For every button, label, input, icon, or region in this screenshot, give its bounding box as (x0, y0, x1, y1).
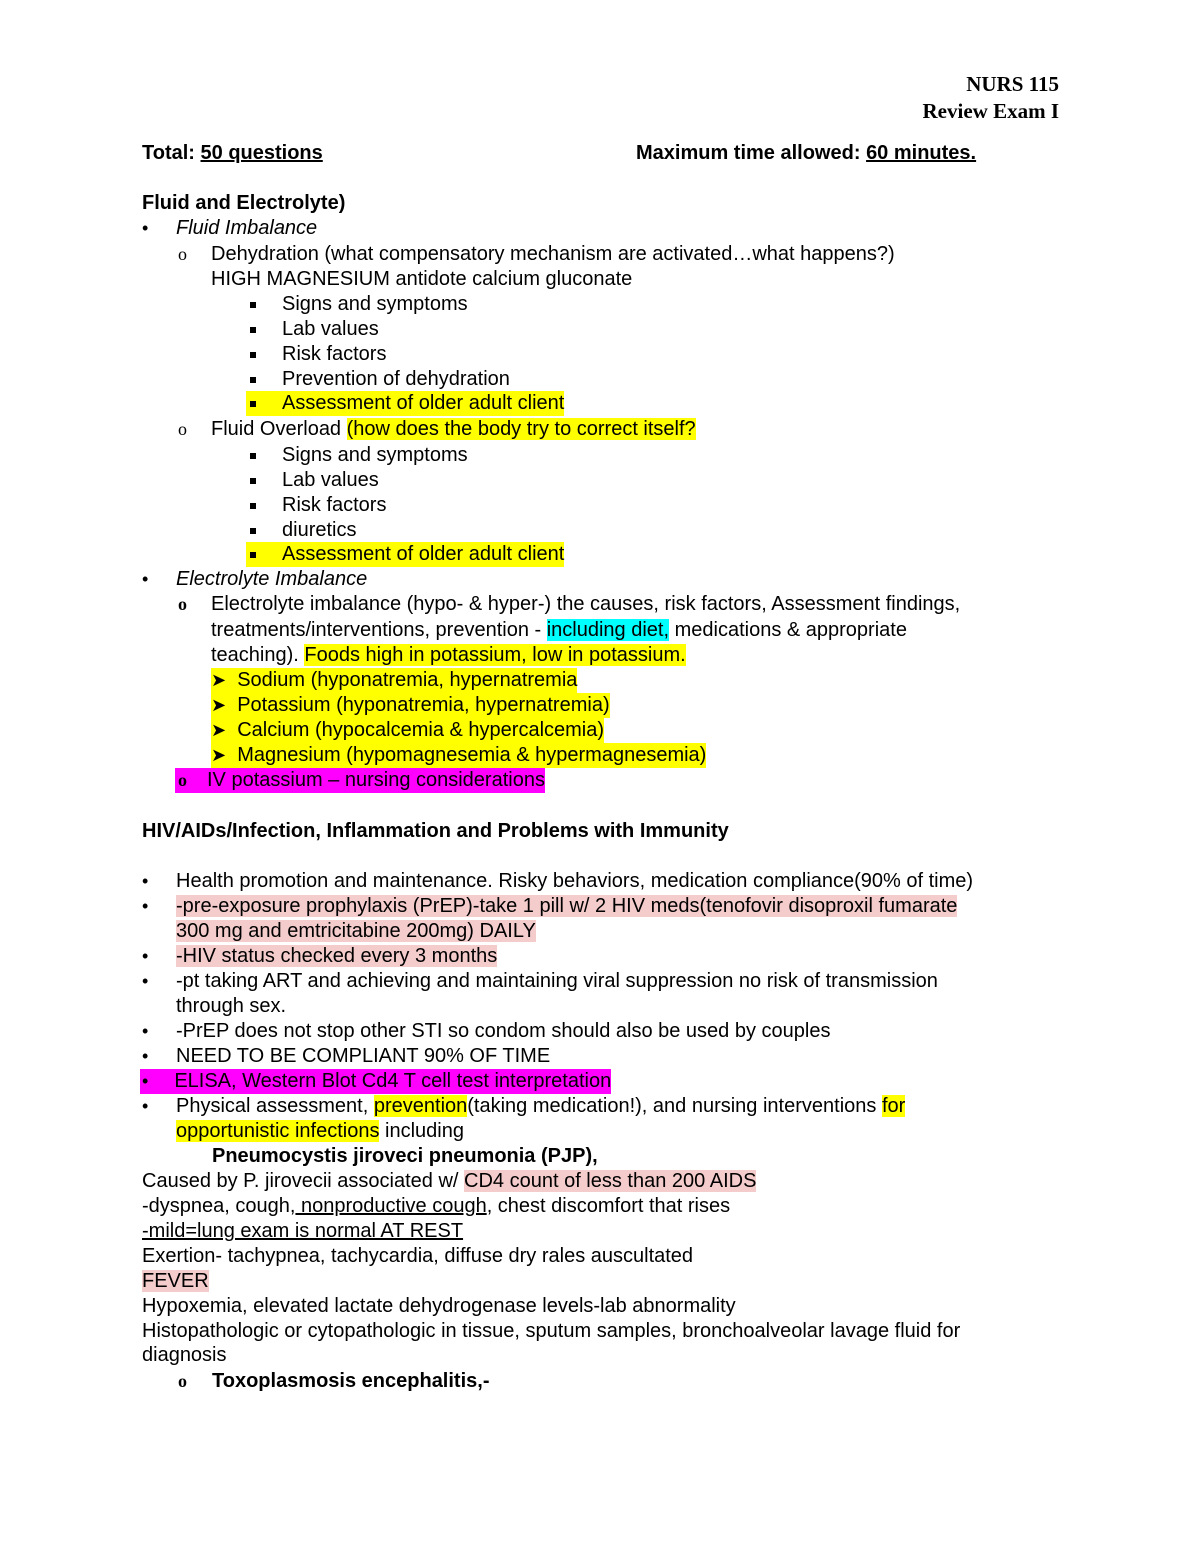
sodium-item (211, 668, 577, 693)
elisa-text: ELISA, Western Blot Cd4 T cell test interpretation (174, 1070, 612, 1092)
square-marker (250, 292, 256, 317)
electrolyte-imbalance-heading: Electrolyte Imbalance (176, 568, 368, 590)
total-value: 50 questions (200, 142, 323, 164)
art-line-1: -pt taking ART and achieving and maintaining viral suppression no risk of transmission (176, 970, 938, 992)
high-magnesium-note: HIGH MAGNESIUM antidote calcium gluconate (211, 268, 633, 290)
square-marker (250, 493, 256, 518)
dehyd-item-5-highlight (246, 391, 564, 416)
bullet-marker: • (142, 569, 149, 589)
prevention-highlight: prevention (373, 1095, 468, 1117)
circle-marker: o (178, 770, 187, 790)
hiv-section-title: HIV/AIDs/Infection, Inflammation and Problems with Immunity (142, 820, 729, 842)
bullet-marker: • (142, 971, 149, 991)
bullet-marker: • (142, 946, 149, 966)
bullet-marker: • (142, 1021, 149, 1041)
physical-assessment-line (176, 1094, 905, 1119)
electrolyte-line-3 (211, 643, 686, 668)
electrolyte-line-3-a: teaching). (211, 644, 305, 666)
hiv-bullet-1: Health promotion and maintenance. Risky behaviors, medication compliance(90% of time) (176, 870, 974, 892)
overload-item-2: Lab values (282, 469, 379, 491)
art-line-2: through sex. (176, 995, 287, 1017)
hypoxemia-line: Hypoxemia, elevated lactate dehydrogenase levels-lab abnormality (142, 1295, 736, 1317)
electrolyte-line-2-a: treatments/interventions, prevention - (211, 619, 547, 641)
bullet-marker: • (142, 1046, 149, 1066)
for-highlight: for (881, 1095, 906, 1117)
exam-subtitle: Review Exam I (922, 99, 1059, 123)
electrolyte-line-2 (211, 618, 907, 643)
circle-marker: o (178, 419, 187, 439)
potassium-item (211, 693, 610, 718)
square-marker (250, 443, 256, 468)
histo-line-1: Histopathologic or cytopathologic in tissue, sputum samples, bronchoalveolar lavage fluid for (142, 1320, 961, 1342)
course-code: NURS 115 (966, 72, 1059, 96)
square-marker (250, 468, 256, 493)
square-marker (250, 367, 256, 392)
bullet-marker: • (142, 871, 149, 891)
including-diet-highlight: including diet, (546, 619, 670, 641)
mild-line: -mild=lung exam is normal AT REST (142, 1220, 464, 1242)
caused-by-line (142, 1169, 756, 1194)
electrolyte-line-1: Electrolyte imbalance (hypo- & hyper-) the causes, risk factors, Assessment findings, (211, 593, 961, 615)
potassium-text: Potassium (hyponatremia, hypernatremia) (237, 694, 610, 716)
physical-assessment-c: (taking medication!), and nursing interventions (467, 1095, 882, 1117)
dyspnea-a: -dyspnea, cough, (142, 1195, 296, 1217)
magnesium-item (211, 743, 706, 768)
dehydration-item: Dehydration (what compensatory mechanism are activated…what happens?) (211, 243, 895, 265)
opportunistic-highlight: opportunistic infections (176, 1120, 380, 1142)
histo-line-2: diagnosis (142, 1344, 227, 1366)
pjp-title: Pneumocystis jiroveci pneumonia (PJP), (212, 1145, 598, 1167)
fever-text: FEVER (142, 1270, 209, 1292)
arrow-marker: ➤ (211, 695, 227, 715)
bullet-marker: • (142, 896, 149, 916)
square-marker (250, 342, 256, 367)
electrolyte-line-2-c: medications & appropriate (669, 619, 907, 641)
total-label: Total: (142, 142, 195, 164)
bullet-marker: • (142, 218, 149, 238)
time-line (636, 141, 976, 166)
dehyd-item-4: Prevention of dehydration (282, 368, 510, 390)
calcium-text: Calcium (hypocalcemia & hypercalcemia) (237, 719, 605, 741)
fluid-overload-question: (how does the body try to correct itself? (346, 418, 696, 440)
magnesium-text: Magnesium (hypomagnesemia & hypermagnesemia) (237, 744, 707, 766)
prep-line-2-text: 300 mg and emtricitabine 200mg) DAILY (176, 920, 536, 942)
nonproductive-cough: nonproductive cough (295, 1195, 487, 1217)
arrow-marker: ➤ (211, 720, 227, 740)
opportunistic-including: including (379, 1120, 464, 1142)
time-value: 60 minutes. (866, 142, 977, 164)
prep-line-2 (176, 919, 536, 944)
fever-line (142, 1269, 209, 1294)
square-marker (250, 518, 256, 543)
overload-item-3: Risk factors (282, 494, 387, 516)
compliance-line: NEED TO BE COMPLIANT 90% OF TIME (176, 1045, 551, 1067)
calcium-item (211, 718, 604, 743)
bullet-marker: • (142, 1096, 149, 1116)
square-marker (250, 317, 256, 342)
cd4-highlight: CD4 count of less than 200 AIDS (464, 1170, 757, 1192)
arrow-marker: ➤ (211, 745, 227, 765)
opportunistic-line (176, 1119, 464, 1144)
dyspnea-c: , chest discomfort that rises (486, 1195, 731, 1217)
dehyd-item-1: Signs and symptoms (282, 293, 468, 315)
potassium-foods-highlight: Foods high in potassium, low in potassium. (304, 644, 686, 666)
dehyd-item-5: Assessment of older adult client (282, 392, 565, 414)
overload-item-4: diuretics (282, 519, 357, 541)
overload-item-5-highlight (246, 542, 564, 567)
dyspnea-line (142, 1194, 730, 1219)
dehyd-item-2: Lab values (282, 318, 379, 340)
iv-potassium-item (175, 768, 545, 793)
fluid-overload-label: Fluid Overload (211, 418, 347, 440)
physical-assessment-a: Physical assessment, (176, 1095, 374, 1117)
prep-sti-line: -PrEP does not stop other STI so condom should also be used by couples (176, 1020, 831, 1042)
caused-by-a: Caused by P. jirovecii associated w/ (142, 1170, 465, 1192)
circle-marker: o (178, 1371, 187, 1391)
overload-item-1: Signs and symptoms (282, 444, 468, 466)
toxoplasmosis-title: Toxoplasmosis encephalitis,- (212, 1370, 490, 1392)
fluid-section-title: Fluid and Electrolyte) (142, 192, 346, 214)
dehyd-item-3: Risk factors (282, 343, 387, 365)
time-label: Maximum time allowed: (636, 142, 861, 164)
sodium-text: Sodium (hyponatremia, hypernatremia (237, 669, 578, 691)
arrow-marker: ➤ (211, 670, 227, 690)
bullet-marker: • (142, 1071, 149, 1091)
prep-line-1 (176, 894, 957, 919)
overload-item-5: Assessment of older adult client (282, 543, 565, 565)
fluid-imbalance-heading: Fluid Imbalance (176, 217, 318, 239)
total-line (142, 141, 323, 166)
hiv-status-text: -HIV status checked every 3 months (176, 945, 498, 967)
fluid-overload-item (211, 417, 696, 442)
hiv-status-line (176, 944, 497, 969)
prep-line-1-text: -pre-exposure prophylaxis (PrEP)-take 1 pill w/ 2 HIV meds(tenofovir disoproxil fumarate (176, 895, 958, 917)
circle-marker: o (178, 244, 187, 264)
elisa-line (140, 1069, 611, 1094)
circle-marker: o (178, 594, 187, 614)
iv-potassium-text: IV potassium – nursing considerations (207, 769, 545, 791)
exertion-line: Exertion- tachypnea, tachycardia, diffuse dry rales auscultated (142, 1245, 694, 1267)
